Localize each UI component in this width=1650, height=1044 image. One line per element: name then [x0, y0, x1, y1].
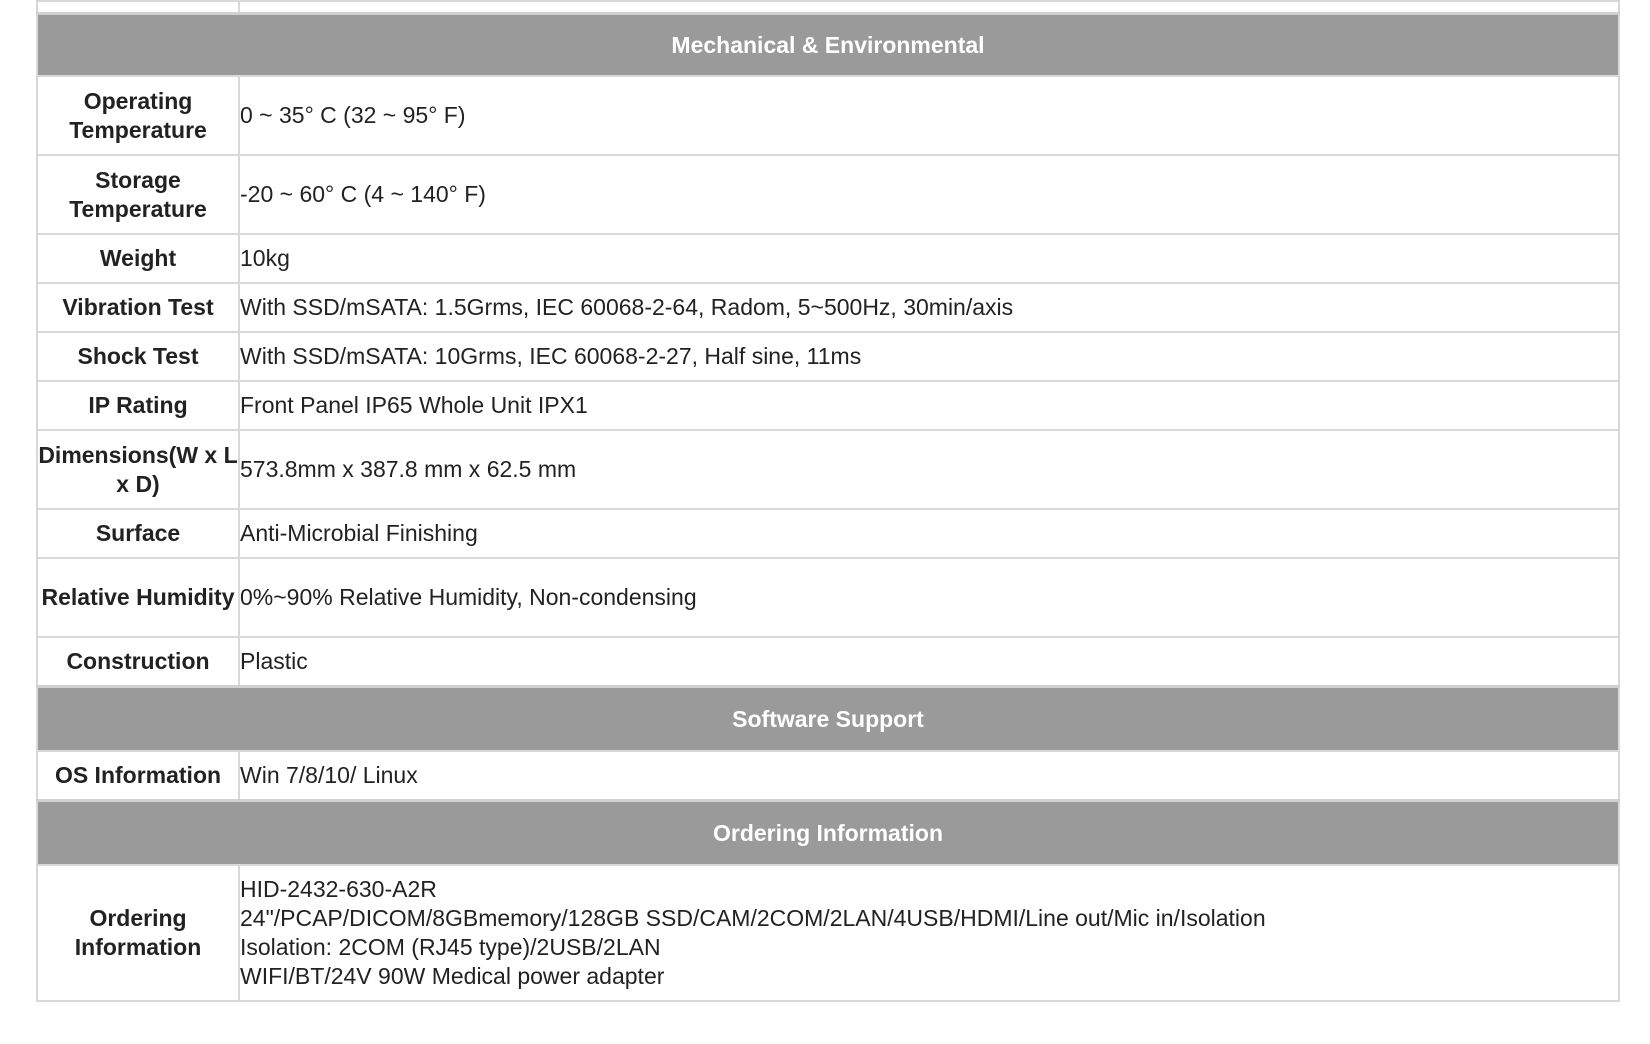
section-title: Ordering Information — [37, 801, 1619, 866]
section-title: Mechanical & Environmental — [37, 14, 1619, 77]
row-label: Ordering Information — [37, 865, 239, 1001]
row-value: 0 ~ 35° C (32 ~ 95° F) — [239, 76, 1619, 155]
ordering-details-cell — [239, 865, 1619, 1001]
row-label: Weight — [37, 234, 239, 283]
table-row — [37, 865, 1619, 1001]
ordering-line: HID-2432-630-A2R — [240, 876, 437, 902]
ordering-line: 24"/PCAP/DICOM/8GBmemory/128GB SSD/CAM/2COM/2LAN/4USB/HDMI/Line out/Mic in/Isolation — [240, 905, 1266, 931]
row-value: 0%~90% Relative Humidity, Non-condensing — [239, 558, 1619, 637]
table-row — [37, 234, 1619, 283]
row-label: Surface — [37, 509, 239, 558]
row-label: Operating Temperature — [37, 76, 239, 155]
section-title: Software Support — [37, 687, 1619, 752]
row-value: 573.8mm x 387.8 mm x 62.5 mm — [239, 430, 1619, 509]
spec-table — [36, 0, 1620, 1002]
row-label: Relative Humidity — [37, 558, 239, 637]
table-row — [37, 155, 1619, 234]
row-value: With SSD/mSATA: 1.5Grms, IEC 60068-2-64, Radom, 5~500Hz, 30min/axis — [239, 283, 1619, 332]
table-row — [37, 509, 1619, 558]
row-value: 10kg — [239, 234, 1619, 283]
table-row — [37, 637, 1619, 687]
table-row — [37, 76, 1619, 155]
row-label: Shock Test — [37, 332, 239, 381]
spec-sheet — [36, 0, 1618, 1002]
table-row — [37, 1, 1619, 14]
row-value: Front Panel IP65 Whole Unit IPX1 — [239, 381, 1619, 430]
section-header-ordering — [37, 801, 1619, 866]
previous-row-label-cell — [37, 1, 239, 14]
table-row — [37, 332, 1619, 381]
section-header-software — [37, 687, 1619, 752]
table-row — [37, 751, 1619, 801]
previous-row-value-cell — [239, 1, 1619, 14]
row-value: Win 7/8/10/ Linux — [239, 751, 1619, 801]
row-label: IP Rating — [37, 381, 239, 430]
row-value: Plastic — [239, 637, 1619, 687]
table-row — [37, 283, 1619, 332]
row-label: OS Information — [37, 751, 239, 801]
row-value: Anti-Microbial Finishing — [239, 509, 1619, 558]
table-row — [37, 430, 1619, 509]
ordering-line: Isolation: 2COM (RJ45 type)/2USB/2LAN — [240, 934, 661, 960]
row-value: -20 ~ 60° C (4 ~ 140° F) — [239, 155, 1619, 234]
row-label: Vibration Test — [37, 283, 239, 332]
row-label: Dimensions(W x L x D) — [37, 430, 239, 509]
row-label: Storage Temperature — [37, 155, 239, 234]
row-label: Construction — [37, 637, 239, 687]
row-value: With SSD/mSATA: 10Grms, IEC 60068-2-27, Half sine, 11ms — [239, 332, 1619, 381]
ordering-line: WIFI/BT/24V 90W Medical power adapter — [240, 963, 665, 989]
table-row — [37, 381, 1619, 430]
table-row — [37, 558, 1619, 637]
section-header-mechanical — [37, 14, 1619, 77]
